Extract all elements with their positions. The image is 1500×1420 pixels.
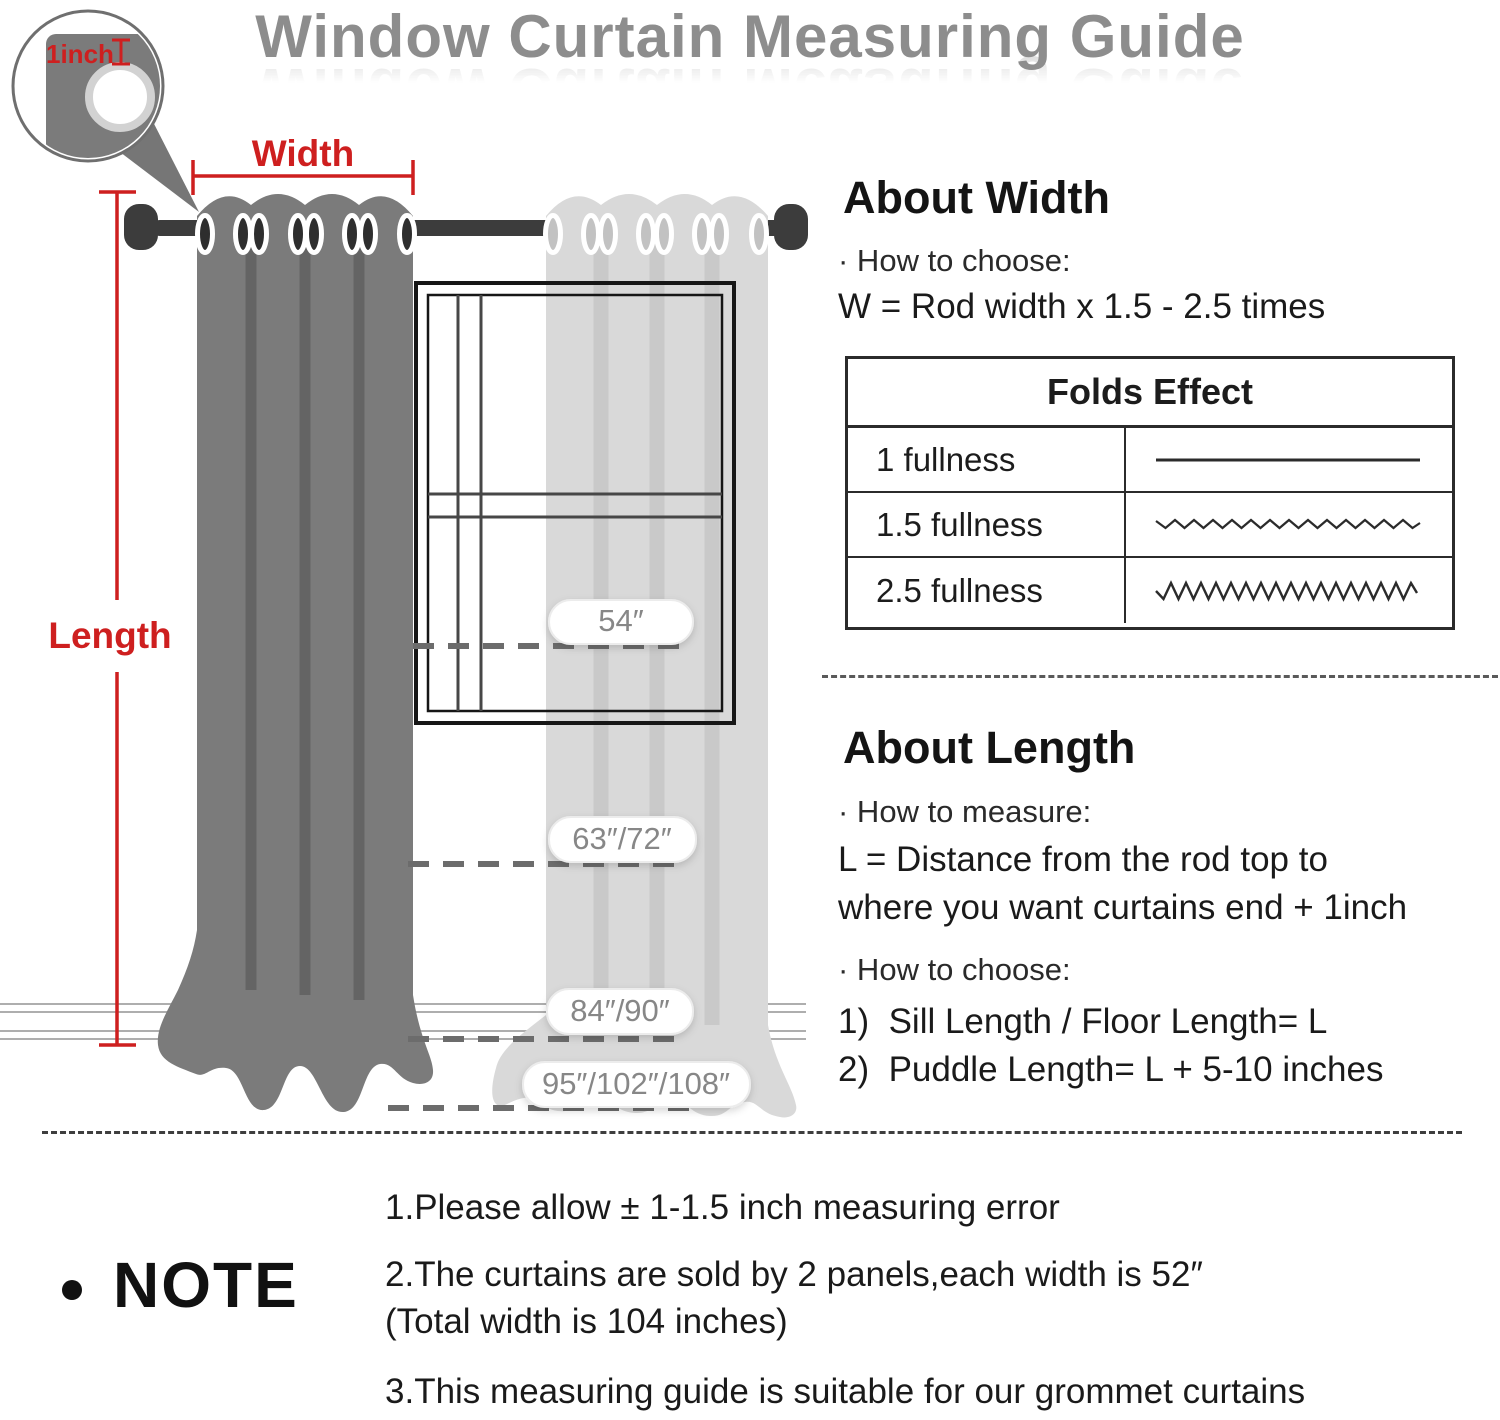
table-row: [848, 428, 1452, 493]
note-divider-dashed: [42, 1131, 1462, 1134]
note-item-2-cont: (Total width is 104 inches): [385, 1302, 788, 1341]
fullness-1-5-label: 1.5 fullness: [848, 493, 1126, 556]
note-label: NOTE: [113, 1249, 299, 1321]
note-item-1: 1.Please allow ± 1-1.5 inch measuring error: [385, 1188, 1060, 1227]
note-bullet-dot: [62, 1280, 82, 1300]
curtain-panel-light: [492, 194, 796, 1117]
length-option-2: 2) Puddle Length= L + 5-10 inches: [838, 1050, 1384, 1089]
marker-63-72: 63″/72″: [572, 821, 672, 856]
folds-effect-table: [845, 356, 1455, 630]
about-length-heading: About Length: [843, 722, 1136, 773]
marker-54: 54″: [598, 603, 644, 638]
marker-95-102-108: 95″/102″/108″: [541, 1066, 731, 1101]
about-width-heading: About Width: [843, 172, 1110, 223]
straight-line-icon: [1126, 428, 1452, 491]
fullness-2-5-label: 2.5 fullness: [848, 558, 1126, 623]
note-item-2: 2.The curtains are sold by 2 panels,each width is 52″: [385, 1255, 1203, 1294]
rod-finial-right: [774, 204, 808, 250]
dense-zigzag-icon: [1126, 558, 1452, 623]
table-row: [848, 558, 1452, 623]
about-width-formula: W = Rod width x 1.5 - 2.5 times: [838, 287, 1326, 326]
magnifier-1inch-label: 1inch: [46, 39, 114, 69]
curtain-panel-dark: [158, 194, 433, 1112]
magnified-grommet: [89, 66, 151, 128]
page-title: Window Curtain Measuring Guide: [255, 3, 1245, 70]
loose-zigzag-icon: [1126, 493, 1452, 556]
about-width-choose-bullet: · How to choose:: [838, 243, 1071, 278]
folds-table-header: Folds Effect: [848, 359, 1452, 428]
width-label: Width: [251, 133, 355, 174]
about-length-measure-bullet: · How to measure:: [838, 794, 1092, 829]
length-option-1: 1) Sill Length / Floor Length= L: [838, 1002, 1328, 1041]
about-length-choose-bullet: · How to choose:: [838, 952, 1071, 987]
table-row: [848, 493, 1452, 558]
length-formula-line2: where you want curtains end + 1inch: [838, 888, 1408, 927]
marker-84-90: 84″/90″: [570, 993, 670, 1028]
length-formula-line1: L = Distance from the rod top to: [838, 840, 1328, 879]
length-label: Length: [48, 615, 172, 656]
fullness-1-label: 1 fullness: [848, 428, 1126, 491]
note-item-3: 3.This measuring guide is suitable for our grommet curtains: [385, 1372, 1306, 1411]
section-divider-dashed: [822, 675, 1498, 678]
magnifier-callout: [13, 11, 199, 212]
curtain-measuring-diagram: [0, 0, 830, 1170]
rod-finial-left: [124, 204, 158, 250]
